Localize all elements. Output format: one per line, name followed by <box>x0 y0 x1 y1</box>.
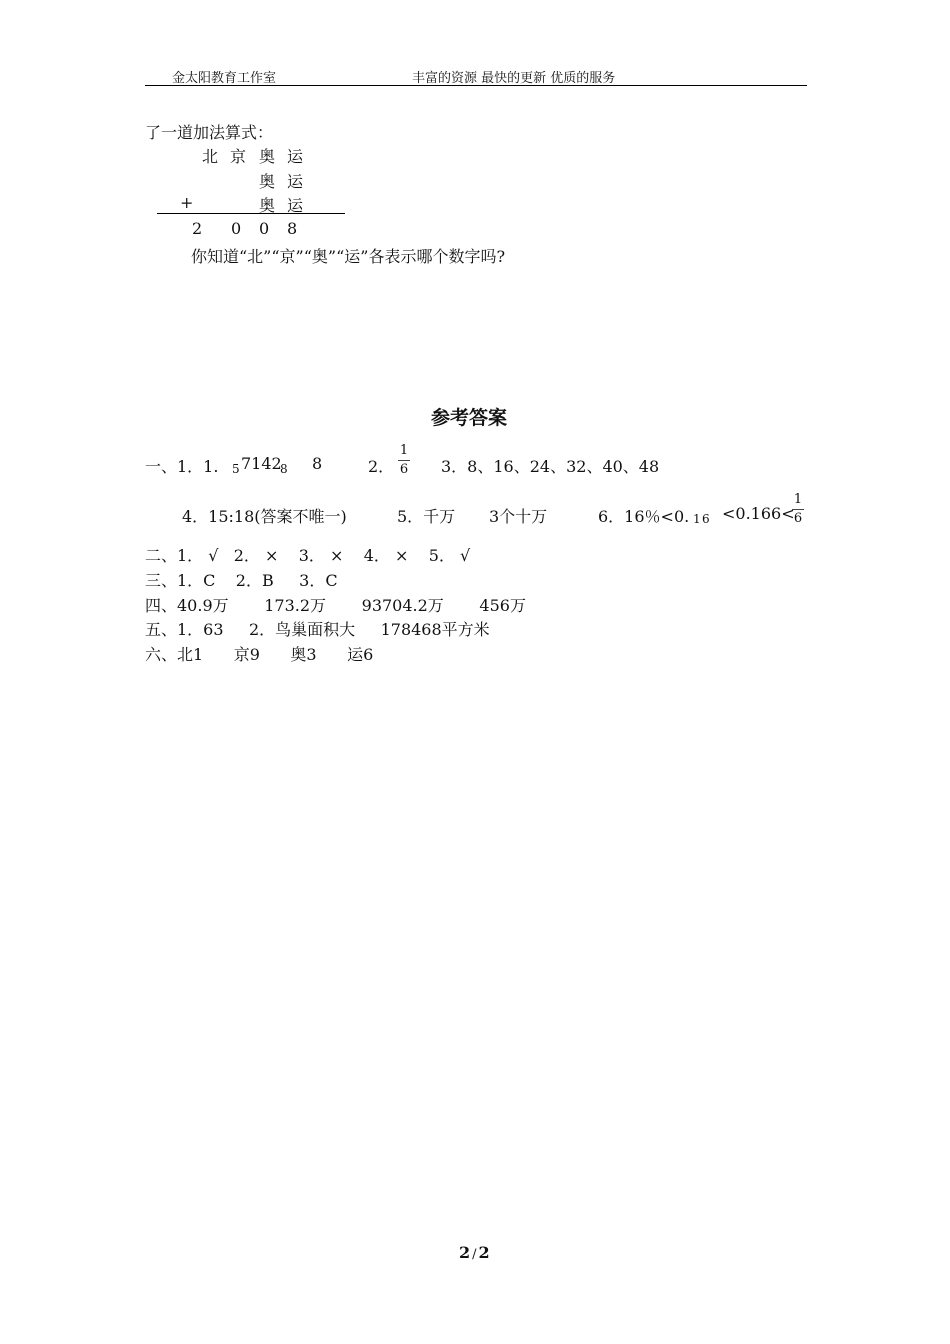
answer-section-6: 六、北1 京9 奥3 运6 <box>145 645 374 664</box>
sum-rule <box>157 213 345 214</box>
page-current: 2 <box>459 1243 471 1262</box>
answers-title: 参考答案 <box>431 407 508 429</box>
fraction-denominator: 6 <box>793 511 803 526</box>
answer-1-6-digit-1: 1 <box>693 512 701 526</box>
answer-1-3: 3．8、16、24、32、40、48 <box>441 457 660 476</box>
problem-question: 你知道“北”“京”“奥”“运”各表示哪个数字吗? <box>191 247 506 266</box>
answer-1-1-mid: 7142 <box>241 454 282 473</box>
page-total: 2 <box>478 1243 490 1262</box>
fraction-one-sixth <box>398 444 410 477</box>
equation-row3-char: 奥 <box>259 196 276 215</box>
header-left-text: 金太阳教育工作室 <box>172 71 277 86</box>
answer-section-4: 四、40.9万 173.2万 93704.2万 456万 <box>145 596 526 615</box>
answer-1-4: 4．15:18(答案不唯一) <box>182 507 347 526</box>
answer-section-5: 五、1．63 2．鸟巢面积大 178468平方米 <box>145 620 490 639</box>
result-digit: 0 <box>259 219 270 238</box>
result-digit: 2 <box>192 219 203 238</box>
result-digit: 8 <box>287 219 298 238</box>
header-rule <box>145 85 807 86</box>
answer-1-5b: 3个十万 <box>489 507 548 526</box>
problem-intro: 了一道加法算式： <box>145 123 274 142</box>
fraction-one-sixth <box>792 493 804 526</box>
answer-1-6-start: 6．16％<0. <box>598 507 690 526</box>
equation-row1-char: 京 <box>230 147 247 166</box>
fraction-bar <box>792 509 804 510</box>
equation-row3-char: 运 <box>287 196 304 215</box>
answer-1-5: 5．千万 <box>397 507 456 526</box>
answer-1-6-mid: <0.166< <box>722 504 795 523</box>
plus-sign: + <box>180 193 194 212</box>
answer-section-2: 二、1． √ 2． × 3． × 4． × 5． √ <box>145 546 471 565</box>
fraction-bar <box>398 460 410 461</box>
answer-1-1-prefix: 一、1．1. <box>145 457 219 476</box>
answer-1-2-label: 2． <box>368 457 395 476</box>
result-digit: 0 <box>231 219 242 238</box>
equation-row2-char: 奥 <box>259 172 276 191</box>
answer-1-1-sub5: 5 <box>232 462 240 476</box>
equation-row1-char: 运 <box>287 147 304 166</box>
fraction-numerator: 1 <box>399 443 409 458</box>
fraction-numerator: 1 <box>793 492 803 507</box>
answer-1-1-sub8: 8 <box>280 462 288 476</box>
answer-1-6-digit-6: 6 <box>702 512 710 526</box>
answer-section-3: 三、1．C 2．B 3．C <box>145 571 338 590</box>
equation-row2-char: 运 <box>287 172 304 191</box>
equation-row1-char: 奥 <box>259 147 276 166</box>
answer-1-1-value: 8 <box>312 454 323 473</box>
header-right-text: 丰富的资源 最快的更新 优质的服务 <box>412 71 616 86</box>
equation-row1-char: 北 <box>202 147 219 166</box>
page-number <box>459 1243 490 1262</box>
page-separator: / <box>472 1247 477 1262</box>
fraction-denominator: 6 <box>399 462 409 477</box>
